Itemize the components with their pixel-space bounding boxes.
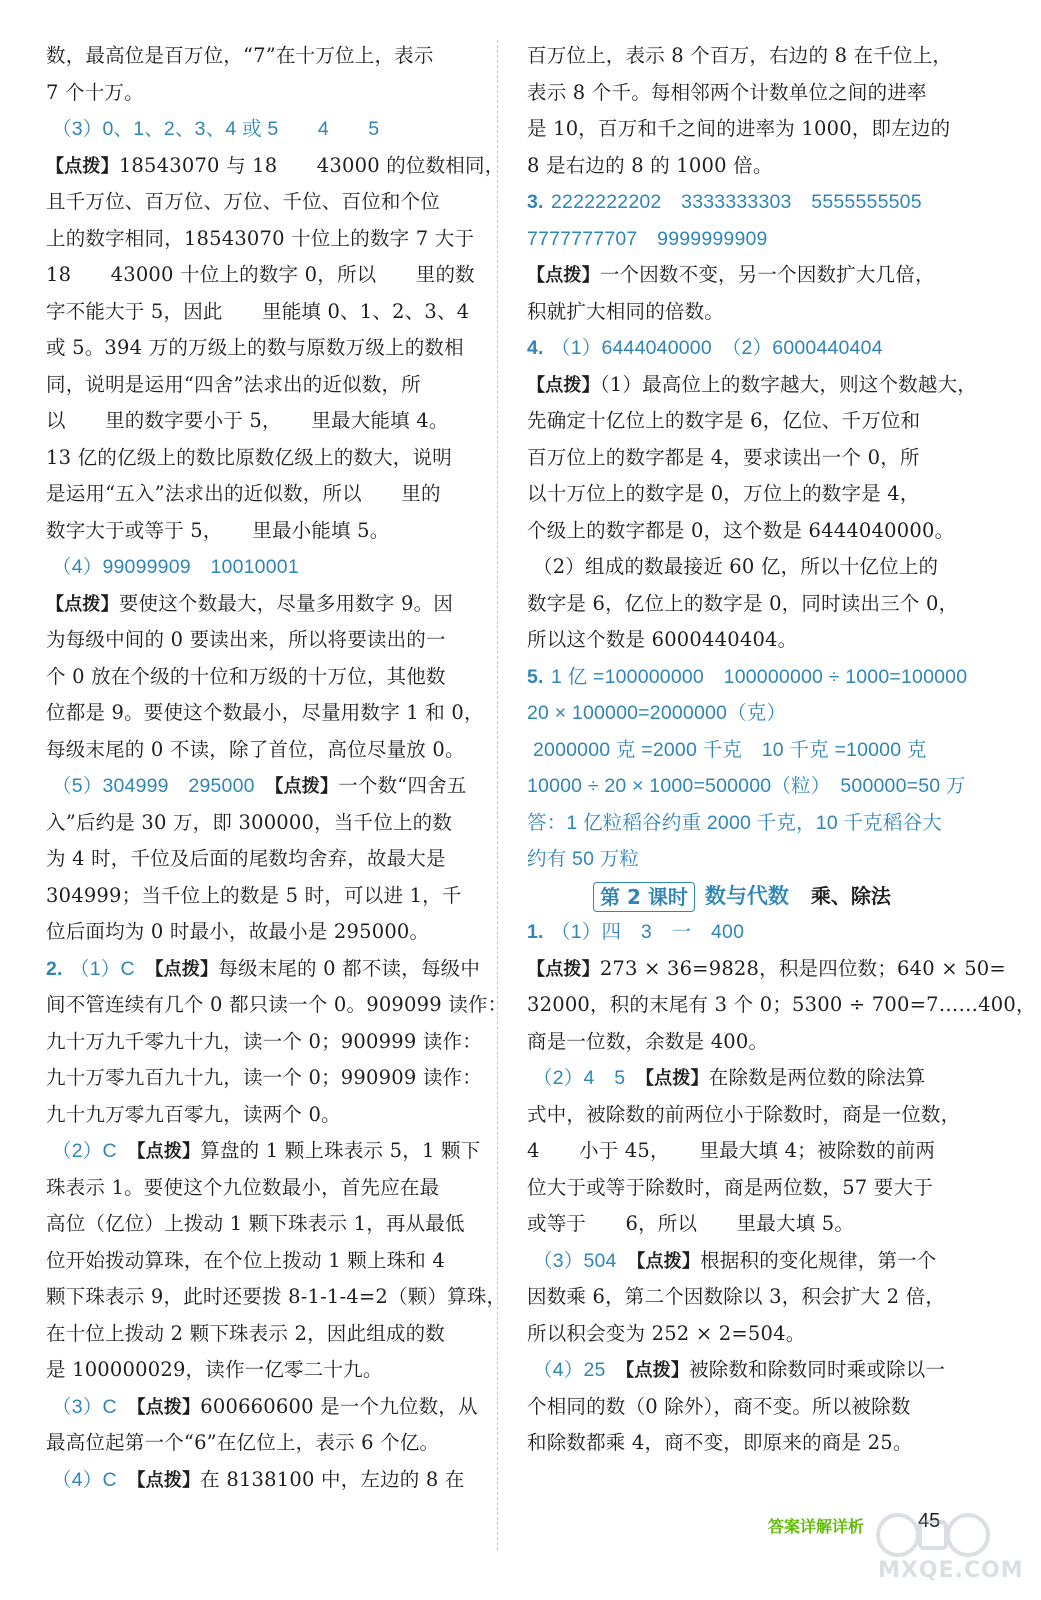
explanation-text: 一个数“四舍五 — [338, 774, 467, 797]
explanation-text: 为 4 时，千位及后面的尾数均舍弃，故最大是 — [46, 847, 446, 870]
explanation-text: 商是一位数，余数是 400。 — [527, 1029, 769, 1053]
lesson-heading — [527, 878, 957, 915]
answer-text: （2）4 5 — [533, 1067, 645, 1089]
question-number: 4. — [527, 337, 544, 359]
explanation-text: 所以积会变为 252 × 2=504。 — [527, 1321, 806, 1345]
text-line — [46, 257, 474, 294]
text-line — [527, 1316, 957, 1353]
explanation-text: 珠表示 1。要使这个九位数最小，首先应在最 — [46, 1175, 440, 1199]
explanation-text: 个相同的数（0 除外），商不变。所以被除数 — [527, 1394, 911, 1418]
explanation-text: 个级上的数字都是 0，这个数是 6444040000。 — [527, 518, 955, 542]
column-divider — [497, 40, 498, 1550]
explanation-text: 所以这个数是 6000440404。 — [527, 628, 798, 651]
text-line — [46, 440, 474, 477]
text-line — [46, 1316, 474, 1353]
explanation-text: 数字是 6，亿位上的数字是 0，同时读出三个 0， — [527, 591, 959, 615]
explanation-text: 是 100000029，读作一亿零二十九。 — [46, 1358, 383, 1381]
answer-text: 约有 50 万粒 — [527, 848, 640, 870]
explanation-text: 18543070 与 18 43000 的位数相同， — [118, 153, 505, 177]
text-line — [46, 1060, 482, 1097]
text-line — [527, 914, 957, 951]
hint-tag: 【点拨】 — [527, 958, 600, 980]
text-line — [527, 403, 957, 440]
explanation-text: 或等于 6，所以 里最大填 5。 — [527, 1212, 855, 1235]
answer-text: （3）0、1、2、3、4 或 5 4 5 — [52, 118, 380, 140]
text-line — [527, 1389, 957, 1426]
text-line — [46, 1462, 474, 1499]
text-line — [527, 1024, 957, 1061]
text-line — [527, 148, 957, 185]
text-line — [527, 1206, 957, 1243]
text-line — [46, 805, 474, 842]
lesson-number-badge: 第 2 课时 — [593, 882, 695, 912]
text-line — [46, 1133, 481, 1170]
answer-text: （3）504 — [533, 1249, 637, 1272]
answer-text: 2222222202 3333333303 5555555505 — [551, 191, 922, 213]
explanation-text: 一个因数不变，另一个因数扩大几倍， — [599, 263, 935, 286]
explanation-text: 颗下珠表示 9，此时还要拨 8-1-1-4=2（颗）算珠， — [46, 1285, 507, 1308]
text-line — [527, 951, 1006, 988]
question-number: 2. — [46, 957, 63, 980]
left-column — [46, 38, 508, 1498]
explanation-text: 最高位起第一个“6”在亿位上，表示 6 个亿。 — [46, 1431, 440, 1454]
text-line — [46, 476, 474, 513]
right-column — [527, 38, 1036, 1462]
explanation-text: 算盘的 1 颗上珠表示 5，1 颗下 — [200, 1139, 481, 1162]
text-line — [527, 38, 957, 75]
text-line — [46, 1425, 474, 1462]
answer-text: （4）25 — [533, 1359, 626, 1381]
text-line — [46, 1279, 507, 1316]
explanation-text: 上的数字相同，18543070 十位上的数字 7 大于 — [46, 226, 475, 250]
explanation-text: 九十万九千零九十九，读一个 0；900999 读作： — [46, 1029, 482, 1053]
text-line — [527, 476, 957, 513]
explanation-text: 先确定十亿位上的数字是 6，亿位、千万位和 — [527, 409, 921, 432]
text-line — [527, 1060, 957, 1097]
text-line — [527, 294, 957, 331]
answer-text: （2）C — [52, 1140, 137, 1162]
explanation-text: 积就扩大相同的倍数。 — [527, 299, 725, 323]
text-line — [527, 1170, 957, 1207]
text-line — [46, 586, 474, 623]
explanation-text: 百万位上，表示 8 个百万，右边的 8 在千位上， — [527, 44, 953, 67]
text-line — [527, 586, 957, 623]
answer-text: 答：1 亿粒稻谷约重 2000 千克，10 千克稻谷大 — [527, 811, 942, 834]
explanation-text: （1）最高位上的数字越大，则这个数越大， — [599, 372, 977, 396]
explanation-text: 在十位上拨动 2 颗下珠表示 2，因此组成的数 — [46, 1321, 446, 1345]
page-number: 45 — [918, 1510, 941, 1532]
explanation-text: 以十万位上的数字是 0，万位上的数字是 4， — [527, 482, 920, 505]
explanation-text: （2）组成的数最接近 60 亿，所以十亿位上的 — [533, 555, 939, 578]
text-line — [527, 1425, 957, 1462]
answer-text: （3）C — [52, 1395, 137, 1418]
answer-text: （5）304999 295000 — [52, 775, 275, 797]
explanation-text: 每级末尾的 0 不读，除了首位，高位尽量放 0。 — [46, 737, 465, 761]
answer-text: 20 × 100000=2000000（克） — [527, 702, 787, 724]
text-line — [527, 513, 957, 550]
text-line — [527, 111, 957, 148]
answer-text: 2000000 克 =2000 千克 10 千克 =10000 克 — [533, 738, 927, 761]
explanation-text: 是 10，百万和千之间的进率为 1000，即左边的 — [527, 117, 951, 140]
explanation-text: 九十九万零九百零九，读两个 0。 — [46, 1102, 341, 1126]
explanation-text: 是运用“五入”法求出的近似数，所以 里的 — [46, 482, 441, 505]
text-line — [46, 1024, 482, 1061]
text-line — [527, 1279, 957, 1316]
text-line — [527, 841, 957, 878]
text-line — [46, 1243, 474, 1280]
hint-tag: 【点拨】 — [625, 1360, 690, 1381]
text-line — [46, 914, 474, 951]
answer-text: 1 亿 =100000000 100000000 ÷ 1000=100000 — [551, 665, 968, 688]
text-line — [46, 513, 474, 550]
text-line — [527, 75, 957, 112]
hint-tag: 【点拨】 — [46, 155, 119, 177]
text-line — [46, 111, 474, 148]
text-line — [527, 184, 957, 221]
text-line — [46, 841, 474, 878]
text-line — [46, 75, 474, 112]
explanation-text: 304999；当千位上的数是 5 时，可以进 1，千 — [46, 883, 462, 907]
text-line — [46, 221, 474, 258]
watermark-icon — [858, 1510, 1018, 1560]
text-line — [527, 1352, 957, 1389]
explanation-text: 位大于或等于除数时，商是两位数，57 要大于 — [527, 1175, 933, 1199]
text-line — [46, 659, 474, 696]
text-line — [46, 549, 474, 586]
answer-text: （4）C — [52, 1468, 137, 1491]
hint-tag: 【点拨】 — [274, 776, 339, 797]
lesson-subject: 数与代数 — [704, 883, 789, 908]
explanation-text: 个 0 放在个级的十位和万级的十万位，其他数 — [46, 664, 446, 688]
hint-tag: 【点拨】 — [527, 374, 600, 396]
text-line — [46, 1352, 474, 1389]
text-line — [46, 878, 474, 915]
text-line — [527, 695, 957, 732]
explanation-text: 以 里的数字要小于 5， 里最大能填 4。 — [46, 409, 449, 432]
text-line — [46, 148, 505, 185]
answer-text: （1）C — [70, 957, 155, 980]
explanation-text: 表示 8 个千。每相邻两个计数单位之间的进率 — [527, 80, 927, 104]
explanation-text: 入”后约是 30 万，即 300000，当千位上的数 — [46, 810, 453, 834]
text-line — [527, 768, 966, 805]
explanation-text: 和除数都乘 4，商不变，即原来的商是 25。 — [527, 1431, 913, 1454]
explanation-text: 数字大于或等于 5， 里最小能填 5。 — [46, 518, 390, 542]
answer-text: 7777777707 9999999909 — [527, 227, 768, 250]
text-line — [527, 549, 957, 586]
text-line — [527, 330, 957, 367]
text-line — [527, 221, 957, 258]
text-line — [46, 951, 481, 988]
explanation-text: 位开始拨动算珠，在个位上拨动 1 颗上珠和 4 — [46, 1248, 446, 1272]
question-number: 3. — [527, 191, 544, 213]
text-line — [527, 1243, 957, 1280]
text-line — [527, 805, 957, 842]
lesson-topic: 乘、除法 — [810, 883, 891, 908]
explanation-text: 九十万零九百九十九，读一个 0；990909 读作： — [46, 1066, 482, 1089]
text-line — [527, 987, 1036, 1024]
explanation-text: 13 亿的亿级上的数比原数亿级上的数大，说明 — [46, 445, 452, 469]
watermark-logo — [858, 1510, 1024, 1590]
explanation-text: 高位（亿位）上拨动 1 颗下珠表示 1，再从最低 — [46, 1212, 465, 1235]
text-line — [46, 1170, 474, 1207]
text-line — [527, 1097, 961, 1134]
hint-tag: 【点拨】 — [154, 958, 219, 980]
explanation-text: 7 个十万。 — [46, 80, 144, 104]
text-line — [527, 1133, 957, 1170]
answer-text: （1）6444040000 （2）6000440404 — [551, 337, 883, 359]
explanation-text: 32000，积的末尾有 3 个 0；5300 ÷ 700=7……400， — [527, 993, 1036, 1016]
explanation-text: 为每级中间的 0 要读出来，所以将要读出的一 — [46, 628, 446, 651]
explanation-text: 600660600 是一个九位数，从 — [200, 1394, 478, 1418]
hint-tag: 【点拨】 — [644, 1068, 709, 1089]
answer-text: （1）四 3 一 400 — [551, 921, 745, 943]
text-line — [527, 257, 957, 294]
text-line — [46, 732, 474, 769]
text-line — [46, 38, 474, 75]
text-line — [46, 695, 484, 732]
question-number: 5. — [527, 665, 544, 688]
explanation-text: 位都是 9。要使这个数最小，尽量用数字 1 和 0， — [46, 701, 484, 724]
hint-tag: 【点拨】 — [136, 1396, 201, 1418]
answer-text: （4）99099909 10010001 — [52, 556, 299, 578]
explanation-text: 273 × 36=9828，积是四位数；640 × 50= — [599, 956, 1006, 980]
explanation-text: 8 是右边的 8 的 1000 倍。 — [527, 153, 773, 177]
text-line — [46, 1097, 474, 1134]
explanation-text: 在除数是两位数的除法算 — [708, 1066, 926, 1089]
watermark-text: MXQE.COM — [878, 1558, 1024, 1583]
explanation-text: 位后面均为 0 时最小，故最小是 295000。 — [46, 920, 430, 943]
explanation-text: 或 5。394 万的万级上的数与原数万级上的数相 — [46, 336, 464, 359]
explanation-text: 根据积的变化规律，第一个 — [700, 1248, 937, 1272]
explanation-text: 数，最高位是百万位，“7”在十万位上，表示 — [46, 44, 434, 67]
text-line — [527, 622, 957, 659]
text-line — [46, 184, 474, 221]
hint-tag: 【点拨】 — [636, 1250, 701, 1272]
text-line — [527, 659, 968, 696]
answer-text: 10000 ÷ 20 × 1000=500000（粒） 500000=50 万 — [527, 775, 966, 797]
text-line — [527, 732, 957, 769]
explanation-text: 被除数和除数同时乘或除以一 — [689, 1358, 946, 1381]
hint-tag: 【点拨】 — [527, 265, 600, 286]
explanation-text: 同，说明是运用“四舍”法求出的近似数，所 — [46, 372, 421, 396]
footer-label: 答案详解详析 — [768, 1517, 865, 1536]
text-line — [46, 1206, 474, 1243]
text-line — [46, 403, 474, 440]
explanation-text: 因数乘 6，第二个因数除以 3，积会扩大 2 倍， — [527, 1285, 946, 1308]
text-line — [46, 1389, 478, 1426]
explanation-text: 字不能大于 5，因此 里能填 0、1、2、3、4 — [46, 299, 470, 323]
explanation-text: 间不管连续有几个 0 都只读一个 0。909099 读作： — [46, 993, 508, 1016]
hint-tag: 【点拨】 — [136, 1141, 201, 1162]
text-line — [46, 367, 474, 404]
text-line — [46, 330, 474, 367]
text-line — [46, 622, 474, 659]
text-line — [527, 440, 957, 477]
explanation-text: 4 小于 45， 里最大填 4；被除数的前两 — [527, 1139, 936, 1162]
explanation-text: 百万位上的数字都是 4，要求读出一个 0，所 — [527, 445, 920, 469]
hint-tag: 【点拨】 — [46, 593, 119, 615]
explanation-text: 且千万位、百万位、万位、千位、百位和个位 — [46, 190, 441, 213]
text-line — [46, 294, 474, 331]
question-number: 1. — [527, 921, 544, 943]
explanation-text: 式中，被除数的前两位小于除数时，商是一位数， — [527, 1102, 961, 1126]
hint-tag: 【点拨】 — [136, 1469, 201, 1491]
text-line — [46, 768, 474, 805]
explanation-text: 在 8138100 中，左边的 8 在 — [200, 1467, 465, 1491]
text-line — [527, 367, 977, 404]
text-line — [46, 987, 508, 1024]
explanation-text: 18 43000 十位上的数字 0，所以 里的数 — [46, 263, 475, 286]
explanation-text: 每级末尾的 0 都不读，每级中 — [218, 956, 481, 980]
explanation-text: 要使这个数最大，尽量多用数字 9。因 — [118, 591, 454, 615]
